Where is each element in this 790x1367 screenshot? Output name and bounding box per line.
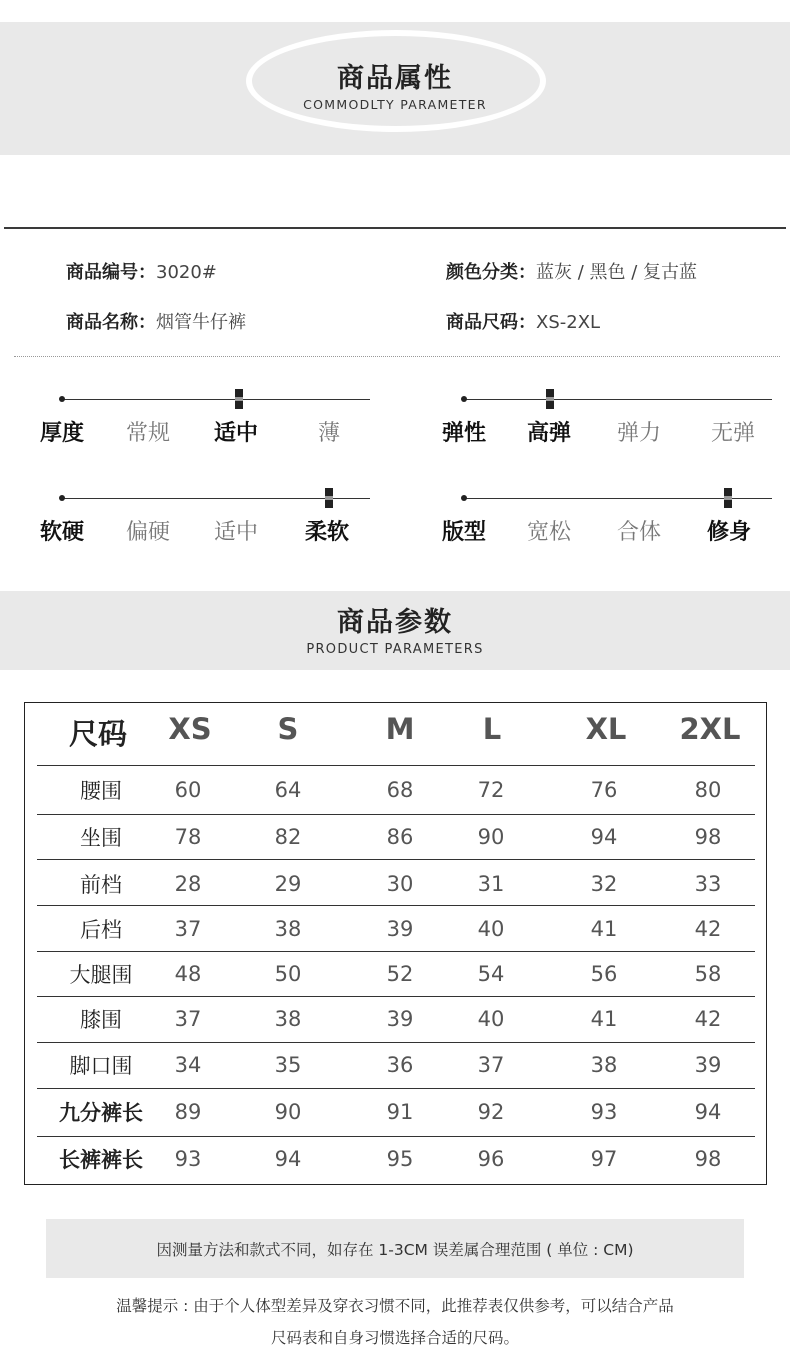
- row-name: 九分裤长: [59, 1101, 143, 1125]
- row-divider: [37, 1042, 755, 1043]
- table-cell: 48: [174, 962, 202, 986]
- attr-value: 烟管牛仔裤: [156, 312, 246, 333]
- scale-marker: [325, 488, 333, 508]
- table-cell: 89: [174, 1100, 202, 1124]
- table-cell: 40: [477, 1007, 505, 1031]
- scale-option: 合体: [617, 520, 662, 545]
- attr-key: 颜色分类：: [446, 262, 536, 283]
- attr-key: 商品名称：: [66, 312, 156, 333]
- table-cell: 98: [694, 825, 722, 849]
- table-cell: 92: [477, 1100, 505, 1124]
- attr-item-code: [66, 258, 217, 284]
- header-size-label: 尺码: [68, 717, 127, 751]
- table-cell: 39: [694, 1053, 722, 1077]
- scale-option-selected: 高弹: [527, 421, 572, 446]
- row-name: 后档: [80, 918, 122, 942]
- dotted-divider: [14, 356, 780, 357]
- table-cell: 82: [274, 825, 302, 849]
- table-cell: 98: [694, 1147, 722, 1171]
- scale-option: 无弹: [711, 421, 756, 446]
- row-name: 坐围: [80, 826, 122, 850]
- table-cell: 33: [694, 872, 722, 896]
- table-cell: 32: [590, 872, 618, 896]
- scale-name: 版型: [442, 520, 487, 545]
- row-divider: [37, 905, 755, 906]
- table-cell: 41: [590, 1007, 618, 1031]
- table-cell: 38: [590, 1053, 618, 1077]
- table-cell: 93: [174, 1147, 202, 1171]
- section-subtitle: PRODUCT PARAMETERS: [306, 642, 484, 657]
- row-name: 腰围: [80, 779, 122, 803]
- table-cell: 54: [477, 962, 505, 986]
- attr-item-color: [446, 258, 697, 284]
- scale-start-dot: [59, 396, 65, 402]
- scale-marker: [546, 389, 554, 409]
- table-cell: 52: [386, 962, 414, 986]
- table-cell: 31: [477, 872, 505, 896]
- table-cell: 78: [174, 825, 202, 849]
- table-cell: 94: [274, 1147, 302, 1171]
- table-cell: 42: [694, 1007, 722, 1031]
- scale-option: 适中: [214, 520, 259, 545]
- section-title: 商品参数: [337, 607, 453, 638]
- scale-option-selected: 适中: [214, 421, 259, 446]
- scale-option: 常规: [126, 421, 171, 446]
- table-cell: 64: [274, 778, 302, 802]
- scale-start-dot: [461, 396, 467, 402]
- table-cell: 50: [274, 962, 302, 986]
- scale-option: 宽松: [527, 520, 572, 545]
- table-cell: 30: [386, 872, 414, 896]
- measurement-note: 因测量方法和款式不同，如存在 1-3CM 误差属合理范围 ( 单位 : CM): [156, 1241, 634, 1259]
- table-cell: 93: [590, 1100, 618, 1124]
- attr-item-name: [66, 308, 246, 334]
- scale-option: 弹力: [617, 421, 662, 446]
- row-divider: [37, 1136, 755, 1137]
- table-cell: 36: [386, 1053, 414, 1077]
- row-name: 脚口围: [69, 1054, 133, 1078]
- divider: [4, 227, 786, 229]
- table-cell: 60: [174, 778, 202, 802]
- scale-name: 厚度: [40, 421, 85, 446]
- table-cell: 95: [386, 1147, 414, 1171]
- header-size-cell: 2XL: [679, 712, 741, 746]
- table-cell: 94: [590, 825, 618, 849]
- table-cell: 90: [274, 1100, 302, 1124]
- attr-item-size: [446, 308, 600, 334]
- row-divider: [37, 996, 755, 997]
- scale-track: [62, 399, 370, 400]
- scale-start-dot: [59, 495, 65, 501]
- table-cell: 86: [386, 825, 414, 849]
- table-cell: 58: [694, 962, 722, 986]
- attr-value: 3020#: [156, 262, 217, 283]
- scale-start-dot: [461, 495, 467, 501]
- scale-marker: [724, 488, 732, 508]
- table-cell: 38: [274, 917, 302, 941]
- table-cell: 38: [274, 1007, 302, 1031]
- header-size-cell: L: [482, 712, 502, 746]
- row-divider: [37, 765, 755, 766]
- scale-option-selected: 修身: [707, 520, 752, 545]
- scale-name: 软硬: [40, 520, 85, 545]
- row-divider: [37, 1088, 755, 1089]
- scale-option: 薄: [318, 421, 341, 446]
- table-cell: 37: [174, 917, 202, 941]
- table-cell: 37: [174, 1007, 202, 1031]
- row-name: 大腿围: [69, 963, 133, 987]
- table-cell: 90: [477, 825, 505, 849]
- tip-line-1: 温馨提示 : 由于个人体型差异及穿衣习惯不同，此推荐表仅供参考，可以结合产品: [116, 1297, 674, 1315]
- section-title: 商品属性: [337, 63, 453, 94]
- table-cell: 39: [386, 917, 414, 941]
- table-cell: 35: [274, 1053, 302, 1077]
- scale-track: [62, 498, 370, 499]
- scale-marker: [235, 389, 243, 409]
- table-cell: 76: [590, 778, 618, 802]
- attr-key: 商品尺码：: [446, 312, 536, 333]
- table-cell: 34: [174, 1053, 202, 1077]
- row-divider: [37, 814, 755, 815]
- section-subtitle: COMMODLTY PARAMETER: [303, 97, 487, 112]
- scale-name: 弹性: [442, 421, 487, 446]
- table-cell: 56: [590, 962, 618, 986]
- table-cell: 41: [590, 917, 618, 941]
- attr-value: XS-2XL: [536, 312, 601, 333]
- table-cell: 37: [477, 1053, 505, 1077]
- scale-option: 偏硬: [126, 520, 171, 545]
- attr-value: 蓝灰 / 黑色 / 复古蓝: [536, 262, 698, 283]
- table-cell: 68: [386, 778, 414, 802]
- table-cell: 29: [274, 872, 302, 896]
- header-size-cell: XS: [168, 712, 212, 746]
- tip-line-2: 尺码表和自身习惯选择合适的尺码。: [270, 1329, 519, 1347]
- attr-key: 商品编号：: [66, 262, 156, 283]
- row-name: 膝围: [80, 1008, 122, 1032]
- scale-track: [464, 399, 772, 400]
- table-cell: 42: [694, 917, 722, 941]
- table-cell: 39: [386, 1007, 414, 1031]
- header-size-cell: M: [385, 712, 415, 746]
- row-divider: [37, 951, 755, 952]
- scale-option-selected: 柔软: [305, 520, 350, 545]
- header-size-cell: S: [277, 712, 299, 746]
- row-divider: [37, 859, 755, 860]
- row-name: 长裤裤长: [59, 1148, 143, 1172]
- table-cell: 91: [386, 1100, 414, 1124]
- header-size-cell: XL: [585, 712, 627, 746]
- table-cell: 96: [477, 1147, 505, 1171]
- row-name: 前档: [80, 873, 122, 897]
- table-cell: 80: [694, 778, 722, 802]
- table-cell: 97: [590, 1147, 618, 1171]
- table-cell: 40: [477, 917, 505, 941]
- table-cell: 94: [694, 1100, 722, 1124]
- table-cell: 28: [174, 872, 202, 896]
- table-cell: 72: [477, 778, 505, 802]
